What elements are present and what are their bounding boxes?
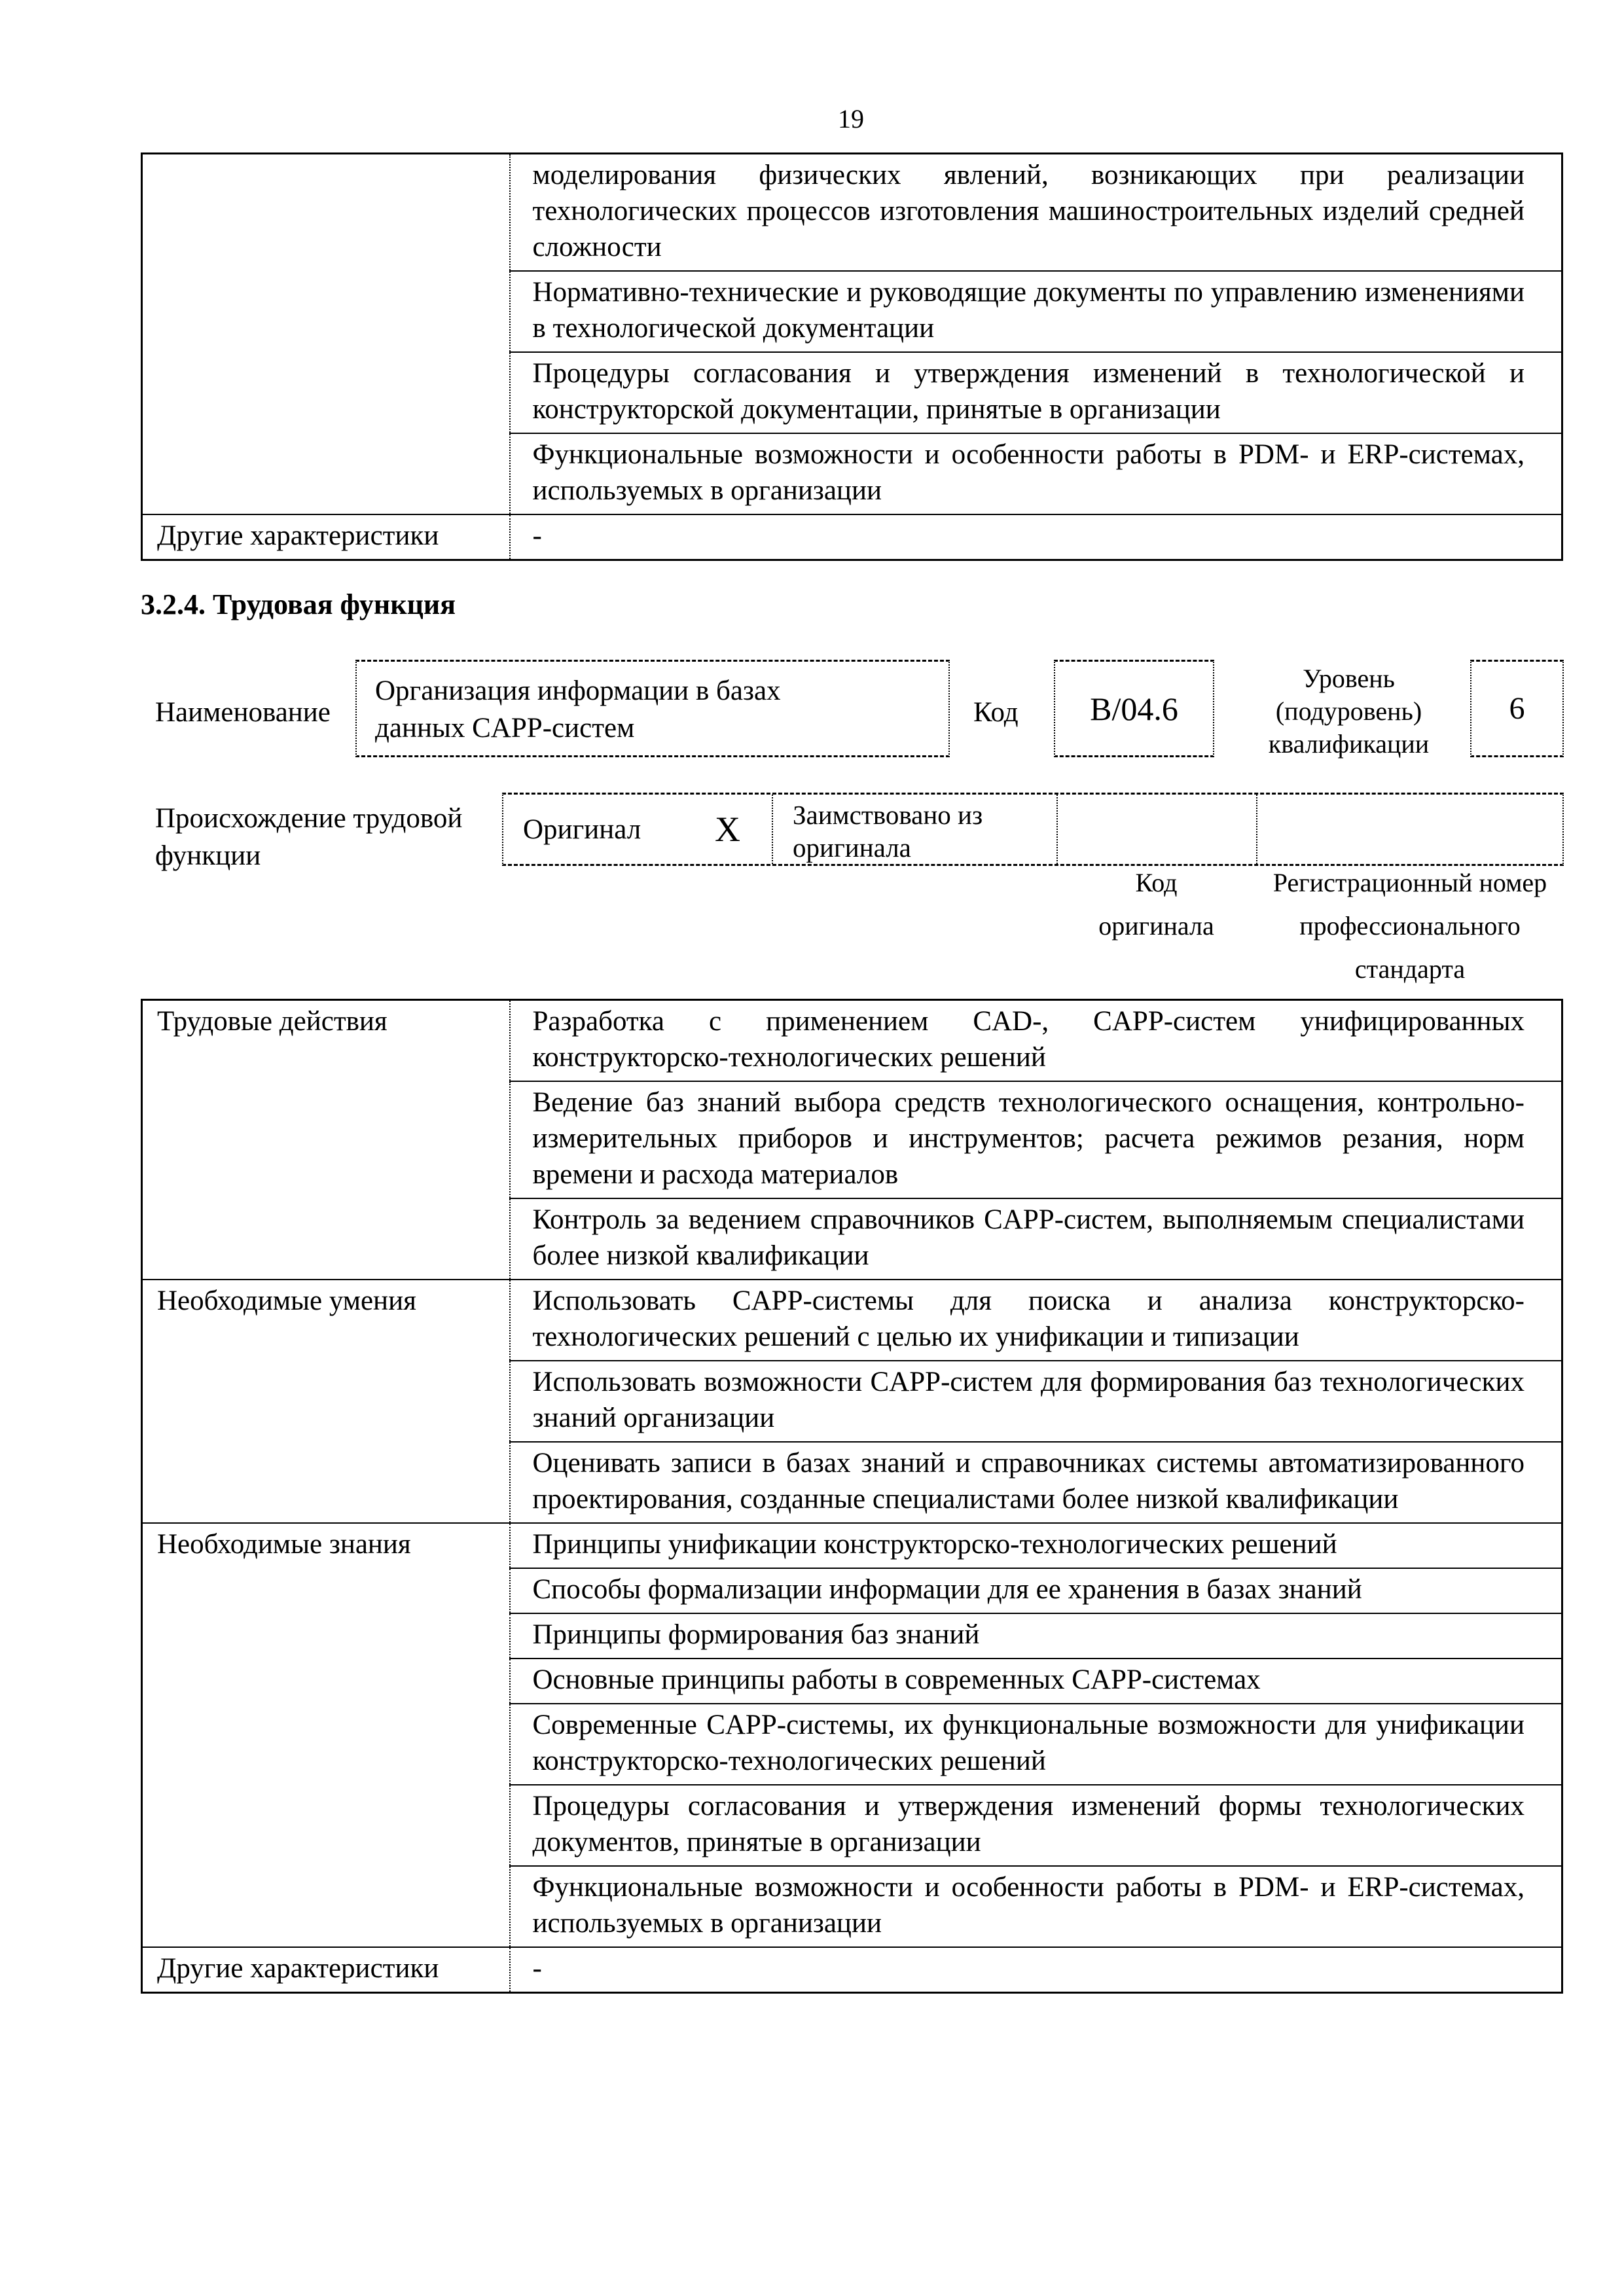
table-cell: моделирования физических явлений, возникающих при реализации технологических процессов изготовления машиностроительных изделий средней сложности	[510, 154, 1562, 272]
level-value: 6	[1509, 691, 1525, 726]
section-label-cell: Другие характеристики	[142, 1947, 510, 1993]
page-number: 19	[838, 104, 864, 134]
origin-cell-code	[1058, 795, 1257, 864]
code-value: В/04.6	[1090, 690, 1178, 727]
code-value-box	[1054, 660, 1214, 757]
table-cell: Разработка с применением CAD-, CAPP-систем унифицированных конструкторско-технологических решений	[510, 1000, 1562, 1082]
name-label: Наименование	[155, 697, 331, 728]
section-heading: 3.2.4. Трудовая функция	[141, 588, 456, 620]
table-cell: -	[510, 514, 1562, 560]
table-cell: Функциональные возможности и особенности работы в PDM- и ERP-системах, используемых в организации	[510, 1866, 1562, 1947]
function-name-line: Организация информации в базах	[375, 675, 781, 706]
table-cell: Использовать CAPP-системы для поиска и анализа конструкторско-технологических решений с целью их унификации и типизации	[510, 1280, 1562, 1361]
registration-number-label: Регистрационный номер профессионального стандарта	[1272, 868, 1547, 984]
origin-cell-regnumber	[1257, 795, 1562, 864]
origin-label: Происхождение трудовой функции	[155, 803, 463, 871]
section-label-cell: Необходимые умения	[142, 1280, 510, 1523]
origin-cell-original	[503, 795, 773, 864]
code-original-label: Код оригинала	[1098, 868, 1214, 941]
table-cell: Функциональные возможности и особенности работы в PDM- и ERP-системах, используемых в организации	[510, 433, 1562, 514]
function-name-line: данных CAPP-систем	[375, 713, 635, 744]
top-table-empty-label-cell	[142, 154, 510, 515]
table-cell: Принципы формирования баз знаний	[510, 1613, 1562, 1659]
function-name-box	[355, 660, 950, 757]
section-label-cell: Необходимые знания	[142, 1523, 510, 1947]
level-value-box	[1470, 660, 1564, 757]
level-label: Уровень (подуровень) квалификации	[1268, 664, 1430, 759]
code-label: Код	[973, 697, 1019, 728]
table-cell: Нормативно-технические и руководящие документы по управлению изменениями в технологической документации	[510, 271, 1562, 352]
table-cell: Ведение баз знаний выбора средств технологического оснащения, контрольно-измерительных приборов и инструментов; расчета режимов резания, норм времени и расхода материалов	[510, 1081, 1562, 1198]
table-cell: -	[510, 1947, 1562, 1993]
table-cell: Современные CAPP-системы, их функциональные возможности для унификации конструкторско-технологических решений	[510, 1704, 1562, 1785]
section-label-cell: Трудовые действия	[142, 1000, 510, 1280]
table-cell: Процедуры согласования и утверждения изменений в технологической и конструкторской документации, принятые в организации	[510, 352, 1562, 433]
labor-function-table	[141, 999, 1563, 1994]
table-cell: Контроль за ведением справочников CAPP-систем, выполняемым специалистами более низкой квалификации	[510, 1198, 1562, 1280]
origin-cell-borrowed: Заимствовано из оригинала	[773, 795, 1058, 864]
table-cell: Принципы унификации конструкторско-технологических решений	[510, 1523, 1562, 1568]
table-cell: Процедуры согласования и утверждения изменений формы технологических документов, принятые в организации	[510, 1785, 1562, 1866]
section-label-cell: Другие характеристики	[142, 514, 510, 560]
table-cell: Оценивать записи в базах знаний и справочниках системы автоматизированного проектирования, созданные специалистами более низкой квалификации	[510, 1442, 1562, 1523]
table-cell: Использовать возможности CAPP-систем для формирования баз технологических знаний организации	[510, 1361, 1562, 1442]
original-label: Оригинал	[523, 814, 641, 845]
table-cell: Способы формализации информации для ее хранения в базах знаний	[510, 1568, 1562, 1613]
original-x-mark: X	[715, 810, 740, 849]
table-cell: Основные принципы работы в современных CAPP-системах	[510, 1659, 1562, 1704]
origin-table	[502, 793, 1564, 866]
knowledge-table-continued	[141, 152, 1563, 561]
